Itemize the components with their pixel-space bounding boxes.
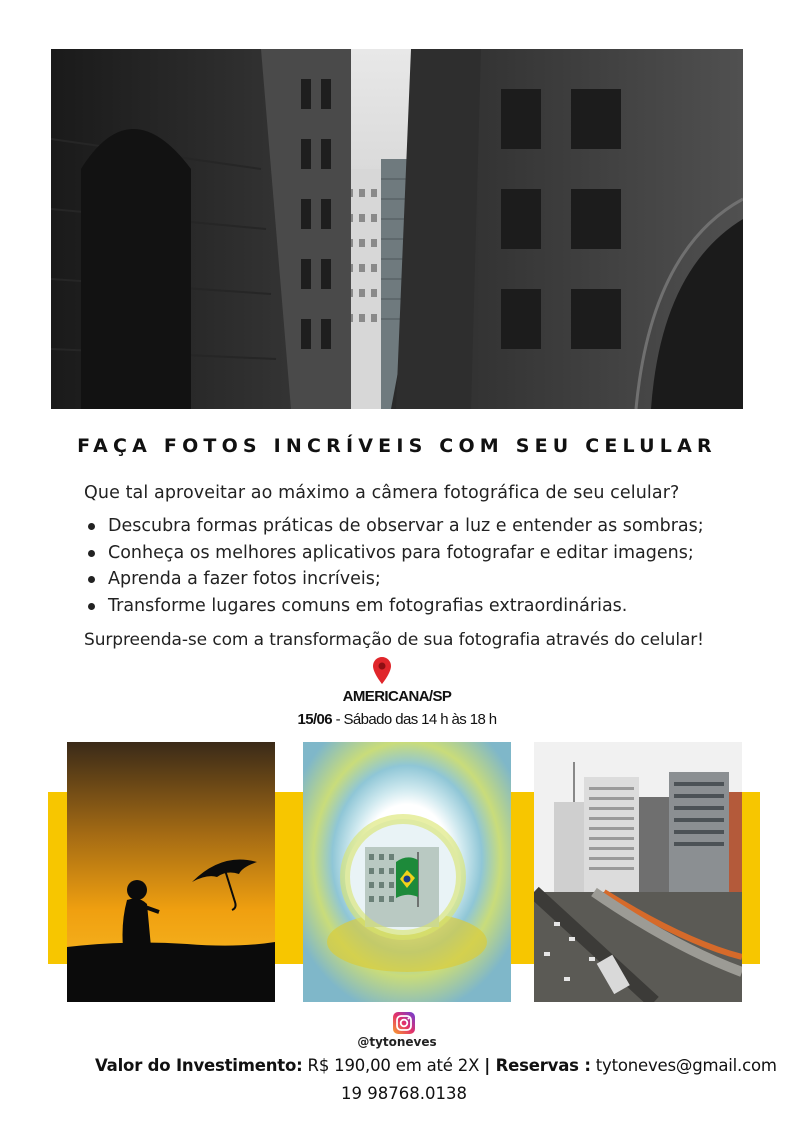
page-title: FAÇA FOTOS INCRÍVEIS COM SEU CELULAR xyxy=(77,435,717,457)
reservations-label: Reservas : xyxy=(490,1056,591,1075)
investment-label: Valor do Investimento: xyxy=(95,1056,303,1075)
bullet-icon xyxy=(88,523,95,530)
sunset-umbrella-photo xyxy=(67,742,275,1002)
separator: | xyxy=(484,1056,491,1075)
bullet-icon xyxy=(88,576,95,583)
contact-email[interactable]: tytoneves@gmail.com xyxy=(590,1056,777,1075)
bullet-icon xyxy=(88,550,95,557)
list-item: Aprenda a fazer fotos incríveis; xyxy=(88,566,704,593)
pricing-reservations-line xyxy=(95,1056,777,1075)
intro-text: Que tal aproveitar ao máximo a câmera fotográfica de seu celular? xyxy=(84,483,680,503)
avenue-photo xyxy=(534,742,742,1002)
map-pin-icon xyxy=(373,657,391,684)
event-time: - Sábado das 14 h às 18 h xyxy=(332,711,497,728)
list-item: Conheça os melhores aplicativos para fotografar e editar imagens; xyxy=(88,540,704,567)
lens-flag-photo xyxy=(303,742,511,1002)
list-item: Descubra formas práticas de observar a luz e entender as sombras; xyxy=(88,513,704,540)
investment-value: R$ 190,00 em até 2X xyxy=(302,1056,485,1075)
benefits-list xyxy=(88,513,704,619)
contact-phone[interactable]: 19 98768.0138 xyxy=(341,1084,467,1103)
event-schedule xyxy=(0,711,794,728)
instagram-icon[interactable] xyxy=(393,1012,415,1034)
bullet-icon xyxy=(88,603,95,610)
event-date: 15/06 xyxy=(297,711,332,728)
closing-text: Surpreenda-se com a transformação de sua fotografia através do celular! xyxy=(84,630,704,650)
hero-photo xyxy=(51,49,743,409)
instagram-handle[interactable]: @tytoneves xyxy=(357,1035,437,1049)
list-item: Transforme lugares comuns em fotografias extraordinárias. xyxy=(88,593,704,620)
event-city: AMERICANA/SP xyxy=(342,688,452,705)
